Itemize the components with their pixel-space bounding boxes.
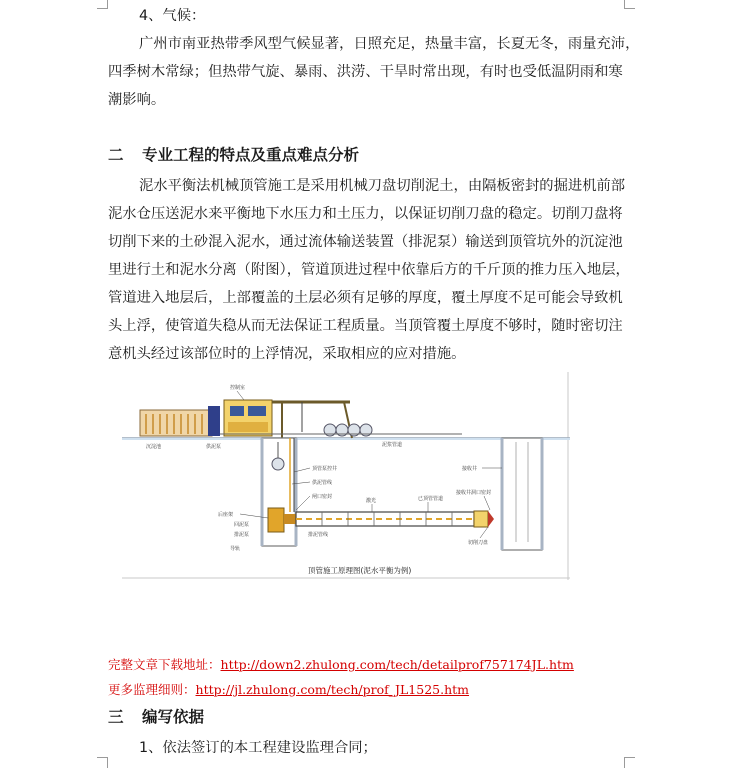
page-corner-mark <box>624 0 635 9</box>
shaft-pipe-section <box>272 458 284 470</box>
label-cutter: 切削刀盘 <box>468 540 489 546</box>
label-guide-rail: 导轨 <box>230 546 241 552</box>
label-discharge-line: 排泥管线 <box>308 532 329 538</box>
climate-title: 4、气候： <box>139 8 206 24</box>
basis-item: 1、依法签订的本工程建设监理合同； <box>139 740 377 756</box>
section-title: 专业工程的特点及重点难点分析 <box>142 146 360 164</box>
figure-caption: 顶管施工原理图(泥水平衡为例) <box>308 566 412 575</box>
section-three-heading <box>108 705 204 727</box>
page-corner-mark <box>97 0 108 9</box>
label-receiving-shaft: 接收井 <box>462 466 478 472</box>
pipe-jacking-diagram <box>122 372 570 580</box>
label-back-frame: 后座架 <box>218 512 234 518</box>
label-laid-pipe: 已顶管管道 <box>418 496 444 502</box>
download-label: 完整文章下载地址： <box>108 657 221 672</box>
more-link[interactable]: http://jl.zhulong.com/tech/prof_JL1525.htm <box>195 682 470 697</box>
download-link-line <box>108 655 574 673</box>
label-supply-pump: 供泥泵 <box>206 444 222 450</box>
section-title: 编写依据 <box>142 708 205 726</box>
section-two-heading <box>108 143 359 165</box>
climate-line: 四季树木常绿；但热带气旋、暴雨、洪涝、干旱时常出现，有时也受低温阴雨和寒 <box>108 64 623 80</box>
body-line: 里进行土和泥水分离（附图），管道顶进过程中依靠后方的千斤顶的推力压入地层， <box>108 262 630 278</box>
page-corner-mark <box>97 757 108 768</box>
download-link[interactable]: http://down2.zhulong.com/tech/detailprof757174JL.htm <box>220 657 574 672</box>
receiving-shaft <box>502 438 542 550</box>
body-line: 泥水平衡法机械顶管施工是采用机械刀盘切削泥土，由隔板密封的掘进机前部 <box>139 178 626 194</box>
body-line: 管道进入地层后，上部覆盖的土层必须有足够的厚度，覆土厚度不足可能会导致机 <box>108 290 623 306</box>
body-line: 头上浮，使管道失稳从而无法保证工程质量。当顶管覆土厚度不够时，随时密切注 <box>108 318 623 334</box>
settling-tank-pump <box>208 406 220 436</box>
page-corner-mark <box>624 757 635 768</box>
control-room-panel <box>228 422 268 432</box>
jacking-rig <box>268 508 284 532</box>
body-line: 泥水仓压送泥水来平衡地下水压力和土压力，以保证切削刀盘的稳定。切削刀盘将 <box>108 206 623 222</box>
climate-line: 潮影响。 <box>108 92 166 108</box>
label-receiving-seal: 接收井洞口密封 <box>456 490 492 496</box>
section-number: 三 <box>108 708 124 726</box>
label-discharge-pipe: 泥浆管道 <box>382 442 403 448</box>
label-supply-line: 供泥管线 <box>312 480 333 486</box>
tbm-head <box>474 511 488 527</box>
label-sluice-valve: 闸口密封 <box>312 494 333 500</box>
main-jack <box>284 514 296 524</box>
more-label: 更多监理细则： <box>108 682 196 697</box>
body-line: 切削下来的土砂混入泥水，通过流体输送装置（排泥泵）输送到顶管坑外的沉淀池 <box>108 234 623 250</box>
label-control-room: 控制室 <box>230 385 246 391</box>
body-line: 意机头经过该部位时的上浮情况，采取相应的应对措施。 <box>108 346 466 362</box>
label-jack: 激光 <box>366 498 377 504</box>
more-link-line <box>108 680 469 698</box>
control-room-window <box>248 406 266 416</box>
label-mud-pump: 排泥泵 <box>234 532 250 538</box>
label-settling-tank: 沉淀池 <box>146 444 162 450</box>
control-room-window <box>230 406 244 416</box>
label-return-pipe: 回泥泵 <box>234 522 250 528</box>
climate-line: 广州市南亚热带季风型气候显著，日照充足，热量丰富，长夏无冬，雨量充沛， <box>139 36 640 52</box>
label-jack-control: 顶管泵控井 <box>312 466 338 472</box>
section-number: 二 <box>108 146 124 164</box>
settling-tank <box>140 410 212 436</box>
